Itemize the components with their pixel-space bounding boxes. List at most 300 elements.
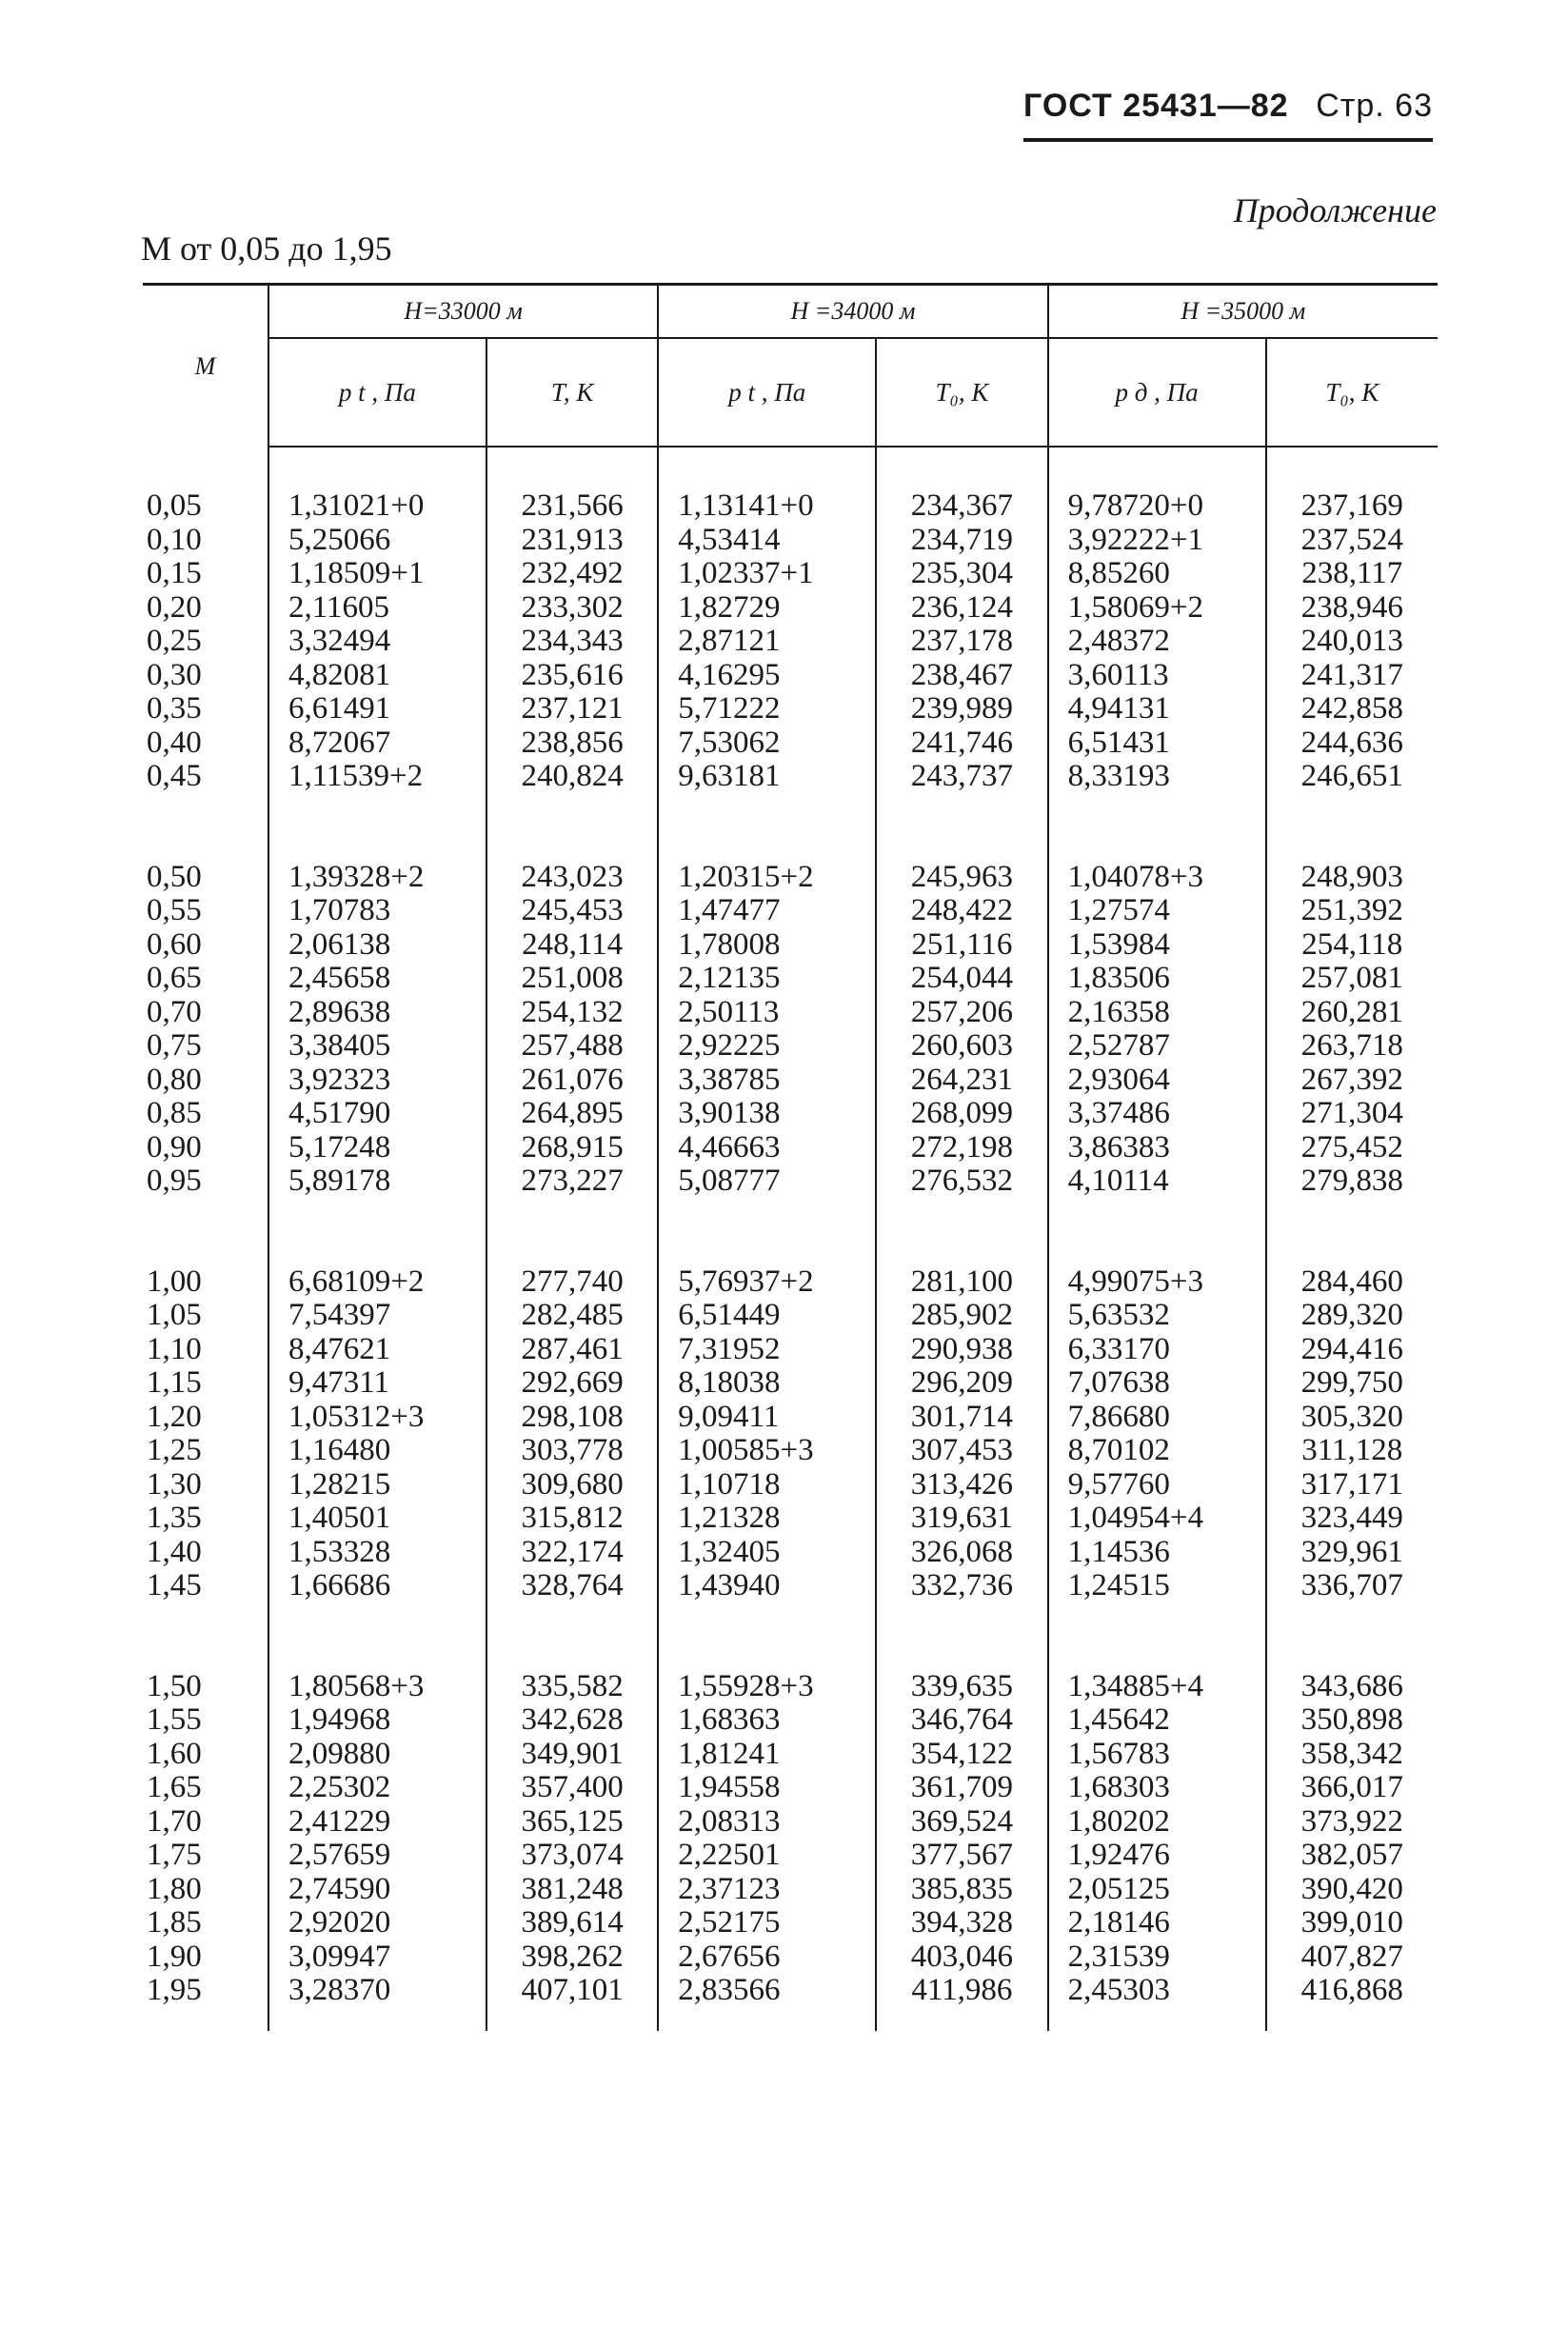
table-row <box>143 591 1438 626</box>
temperature-cell-33000: 373,074 <box>486 1839 658 1873</box>
temperature-cell-35000: 271,304 <box>1266 1097 1438 1131</box>
temperature-cell-35000: 244,636 <box>1266 726 1438 761</box>
table-row <box>143 1502 1438 1536</box>
pressure-cell-34000: 1,68363 <box>658 1703 876 1738</box>
temperature-cell-33000: 238,856 <box>486 726 658 761</box>
mach-cell: 1,25 <box>147 1433 202 1467</box>
spacer-cell <box>143 447 268 489</box>
pressure-cell-35000: 1,27574 <box>1048 894 1266 928</box>
pressure-cell-35000: 1,04954+4 <box>1048 1502 1266 1536</box>
pressure-cell-35000: 2,16358 <box>1048 996 1266 1030</box>
pressure-cell-34000: 4,16295 <box>658 659 876 693</box>
pressure-cell-34000: 2,08313 <box>658 1805 876 1840</box>
pressure-cell-35000: 7,86680 <box>1048 1401 1266 1435</box>
temperature-cell-35000: 275,452 <box>1266 1131 1438 1165</box>
pressure-cell-33000: 3,32494 <box>268 625 486 659</box>
temperature-cell-34000: 241,746 <box>876 726 1047 761</box>
pressure-cell-33000: 1,11539+2 <box>268 760 486 794</box>
pressure-cell-33000: 3,28370 <box>268 1974 486 2008</box>
spacer-cell <box>486 1199 658 1265</box>
temperature-cell-33000: 231,566 <box>486 489 658 524</box>
mach-cell: 1,10 <box>147 1331 202 1366</box>
mach-cell: 1,95 <box>147 1973 202 2007</box>
temperature-cell-34000: 257,206 <box>876 996 1047 1030</box>
pressure-cell-35000: 4,99075+3 <box>1048 1265 1266 1300</box>
temperature-cell-33000: 248,114 <box>486 928 658 963</box>
pressure-cell-34000: 1,02337+1 <box>658 557 876 591</box>
table-body <box>143 447 1438 2031</box>
pressure-cell-35000: 1,80202 <box>1048 1805 1266 1840</box>
table-row <box>143 1771 1438 1805</box>
mach-cell: 1,75 <box>147 1838 202 1872</box>
mach-cell: 1,30 <box>147 1466 202 1502</box>
temperature-cell-33000: 261,076 <box>486 1064 658 1098</box>
table-row <box>143 1265 1438 1300</box>
spacer-cell <box>268 1603 486 1670</box>
temperature-cell-33000: 398,262 <box>486 1940 658 1975</box>
temperature-cell-33000: 298,108 <box>486 1401 658 1435</box>
temperature-cell-35000: 246,651 <box>1266 760 1438 794</box>
spacer-cell <box>1048 447 1266 489</box>
spacer-cell <box>876 1603 1047 1670</box>
temperature-cell-34000: 254,044 <box>876 962 1047 996</box>
pressure-cell-33000: 1,80568+3 <box>268 1670 486 1704</box>
table-row <box>143 760 1438 794</box>
pressure-cell-34000: 1,32405 <box>658 1536 876 1570</box>
temperature-cell-34000: 296,209 <box>876 1366 1047 1401</box>
temperature-cell-34000: 361,709 <box>876 1771 1047 1805</box>
pressure-cell-34000: 9,63181 <box>658 760 876 794</box>
temperature-cell-35000: 241,317 <box>1266 659 1438 693</box>
temperature-cell-34000: 326,068 <box>876 1536 1047 1570</box>
temperature-cell-33000: 292,669 <box>486 1366 658 1401</box>
pressure-cell-33000: 1,94968 <box>268 1703 486 1738</box>
pressure-cell-33000: 2,09880 <box>268 1738 486 1772</box>
pressure-cell-34000: 4,53414 <box>658 524 876 558</box>
spacer-cell <box>658 1199 876 1265</box>
table-row <box>143 1670 1438 1704</box>
data-table-wrapper <box>143 283 1438 2031</box>
spacer-cell <box>1266 1603 1438 1670</box>
temperature-cell-33000: 328,764 <box>486 1569 658 1603</box>
temperature-cell-35000: 294,416 <box>1266 1333 1438 1367</box>
temperature-cell-35000: 350,898 <box>1266 1703 1438 1738</box>
table-row <box>143 625 1438 659</box>
pressure-cell-34000: 2,83566 <box>658 1974 876 2008</box>
mach-cell: 1,40 <box>147 1534 202 1569</box>
pressure-cell-33000: 1,39328+2 <box>268 861 486 895</box>
mach-column-header: М <box>194 351 216 380</box>
temperature-cell-33000: 349,901 <box>486 1738 658 1772</box>
pressure-cell-35000: 1,14536 <box>1048 1536 1266 1570</box>
pressure-cell-35000: 2,45303 <box>1048 1974 1266 2008</box>
pressure-cell-33000: 6,68109+2 <box>268 1265 486 1300</box>
temperature-cell-35000: 238,117 <box>1266 557 1438 591</box>
temperature-cell-35000: 238,946 <box>1266 591 1438 626</box>
pressure-cell-33000: 2,11605 <box>268 591 486 626</box>
pressure-cell-34000: 5,08777 <box>658 1164 876 1199</box>
table-row <box>143 557 1438 591</box>
spacer-cell <box>876 1199 1047 1265</box>
pressure-cell-33000: 2,45658 <box>268 962 486 996</box>
spacer-row <box>143 1603 1438 1670</box>
pressure-cell-33000: 8,47621 <box>268 1333 486 1367</box>
temperature-cell-35000: 237,169 <box>1266 489 1438 524</box>
pressure-cell-35000: 1,04078+3 <box>1048 861 1266 895</box>
page-number: Стр. 63 <box>1316 88 1433 124</box>
spacer-cell <box>1048 2008 1266 2031</box>
table-row <box>143 1738 1438 1772</box>
pressure-cell-35000: 1,45642 <box>1048 1703 1266 1738</box>
table-row <box>143 1569 1438 1603</box>
temperature-cell-33000: 264,895 <box>486 1097 658 1131</box>
spacer-cell <box>486 1603 658 1670</box>
pressure-cell-33000: 6,61491 <box>268 692 486 726</box>
temperature-cell-35000: 366,017 <box>1266 1771 1438 1805</box>
temperature-cell-35000: 343,686 <box>1266 1670 1438 1704</box>
temperature-cell-34000: 235,304 <box>876 557 1047 591</box>
temperature-cell-33000: 277,740 <box>486 1265 658 1300</box>
spacer-cell <box>268 1199 486 1265</box>
mach-cell: 0,95 <box>147 1164 202 1198</box>
pressure-cell-35000: 2,18146 <box>1048 1906 1266 1940</box>
spacer-row <box>143 794 1438 861</box>
pressure-cell-33000: 1,66686 <box>268 1569 486 1603</box>
spacer-cell <box>143 1603 268 1670</box>
temperature-cell-35000: 336,707 <box>1266 1569 1438 1603</box>
temperature-cell-34000: 251,116 <box>876 928 1047 963</box>
temperature-cell-34000: 245,963 <box>876 861 1047 895</box>
temperature-cell-34000: 260,603 <box>876 1029 1047 1064</box>
pressure-cell-33000: 2,74590 <box>268 1873 486 1907</box>
temperature-cell-35000: 254,118 <box>1266 928 1438 963</box>
spacer-cell <box>1048 1199 1266 1265</box>
pressure-cell-35000: 6,33170 <box>1048 1333 1266 1367</box>
spacer-cell <box>876 2008 1047 2031</box>
table-row <box>143 1536 1438 1570</box>
mach-cell: 1,85 <box>147 1905 202 1940</box>
pressure-cell-34000: 2,67656 <box>658 1940 876 1975</box>
mach-cell: 0,35 <box>147 691 202 726</box>
table-row <box>143 1097 1438 1131</box>
pressure-cell-34000: 6,51449 <box>658 1299 876 1333</box>
temperature-cell-33000: 251,008 <box>486 962 658 996</box>
temperature-cell-35000: 323,449 <box>1266 1502 1438 1536</box>
temperature-cell-34000: 264,231 <box>876 1064 1047 1098</box>
temperature-cell-33000: 254,132 <box>486 996 658 1030</box>
pressure-cell-33000: 1,40501 <box>268 1502 486 1536</box>
mach-cell: 1,15 <box>147 1365 202 1400</box>
table-row <box>143 1333 1438 1367</box>
mach-cell: 1,70 <box>147 1803 202 1839</box>
table-row <box>143 1839 1438 1873</box>
table-row <box>143 861 1438 895</box>
table-row <box>143 692 1438 726</box>
temperature-cell-35000: 251,392 <box>1266 894 1438 928</box>
temperature-cell-34000: 354,122 <box>876 1738 1047 1772</box>
pressure-cell-33000: 1,70783 <box>268 894 486 928</box>
temperature-cell-33000: 243,023 <box>486 861 658 895</box>
table-row <box>143 1401 1438 1435</box>
temperature-cell-34000: 276,532 <box>876 1164 1047 1199</box>
temperature-cell-34000: 268,099 <box>876 1097 1047 1131</box>
temperature-header-1: T, К <box>486 338 658 447</box>
table-row <box>143 1468 1438 1502</box>
temperature-header-2: T₀, К <box>876 338 1047 447</box>
pressure-cell-35000: 8,70102 <box>1048 1434 1266 1468</box>
temperature-cell-34000: 234,367 <box>876 489 1047 524</box>
spacer-cell <box>143 794 268 861</box>
table-row <box>143 524 1438 558</box>
pressure-cell-33000: 3,92323 <box>268 1064 486 1098</box>
pressure-cell-34000: 1,00585+3 <box>658 1434 876 1468</box>
temperature-cell-33000: 245,453 <box>486 894 658 928</box>
pressure-cell-35000: 1,68303 <box>1048 1771 1266 1805</box>
mach-cell: 0,15 <box>147 556 202 590</box>
temperature-cell-33000: 322,174 <box>486 1536 658 1570</box>
temperature-cell-34000: 290,938 <box>876 1333 1047 1367</box>
pressure-cell-33000: 4,51790 <box>268 1097 486 1131</box>
temperature-cell-34000: 394,328 <box>876 1906 1047 1940</box>
pressure-cell-34000: 1,47477 <box>658 894 876 928</box>
temperature-cell-35000: 416,868 <box>1266 1974 1438 2008</box>
spacer-cell <box>1266 447 1438 489</box>
pressure-cell-34000: 2,12135 <box>658 962 876 996</box>
pressure-cell-33000: 1,31021+0 <box>268 489 486 524</box>
pressure-cell-35000: 3,86383 <box>1048 1131 1266 1165</box>
mach-cell: 1,50 <box>147 1668 202 1703</box>
spacer-cell <box>658 1603 876 1670</box>
pressure-cell-34000: 2,37123 <box>658 1873 876 1907</box>
pressure-cell-35000: 1,56783 <box>1048 1738 1266 1772</box>
temperature-cell-35000: 279,838 <box>1266 1164 1438 1199</box>
temperature-cell-34000: 411,986 <box>876 1974 1047 2008</box>
pressure-cell-35000: 3,37486 <box>1048 1097 1266 1131</box>
temperature-cell-33000: 237,121 <box>486 692 658 726</box>
pressure-cell-35000: 9,57760 <box>1048 1468 1266 1502</box>
mach-cell: 1,60 <box>147 1736 202 1771</box>
temperature-cell-35000: 373,922 <box>1266 1805 1438 1840</box>
temperature-cell-33000: 335,582 <box>486 1670 658 1704</box>
temperature-cell-33000: 357,400 <box>486 1771 658 1805</box>
spacer-cell <box>486 794 658 861</box>
temperature-cell-33000: 282,485 <box>486 1299 658 1333</box>
pressure-cell-33000: 3,09947 <box>268 1940 486 1975</box>
table-row <box>143 1805 1438 1840</box>
pressure-cell-35000: 8,33193 <box>1048 760 1266 794</box>
table-row <box>143 1164 1438 1199</box>
spacer-cell <box>143 1199 268 1265</box>
temperature-cell-34000: 385,835 <box>876 1873 1047 1907</box>
temperature-cell-35000: 240,013 <box>1266 625 1438 659</box>
pressure-cell-33000: 2,92020 <box>268 1906 486 1940</box>
temperature-cell-35000: 329,961 <box>1266 1536 1438 1570</box>
pressure-cell-33000: 2,25302 <box>268 1771 486 1805</box>
temperature-cell-33000: 342,628 <box>486 1703 658 1738</box>
mach-cell: 1,05 <box>147 1298 202 1332</box>
table-row <box>143 1299 1438 1333</box>
spacer-cell <box>486 447 658 489</box>
pressure-cell-34000: 1,81241 <box>658 1738 876 1772</box>
pressure-cell-34000: 2,92225 <box>658 1029 876 1064</box>
spacer-row <box>143 1199 1438 1265</box>
mach-cell: 1,65 <box>147 1770 202 1804</box>
temperature-cell-35000: 311,128 <box>1266 1434 1438 1468</box>
pressure-cell-34000: 1,94558 <box>658 1771 876 1805</box>
spacer-row <box>143 447 1438 489</box>
spacer-cell <box>1266 794 1438 861</box>
temperature-cell-34000: 236,124 <box>876 591 1047 626</box>
mach-cell: 1,55 <box>147 1702 202 1737</box>
temperature-cell-33000: 389,614 <box>486 1906 658 1940</box>
table-row <box>143 1906 1438 1940</box>
page-header <box>1023 88 1433 142</box>
pressure-cell-33000: 9,47311 <box>268 1366 486 1401</box>
temperature-cell-35000: 317,171 <box>1266 1468 1438 1502</box>
spacer-cell <box>1266 2008 1438 2031</box>
table-row <box>143 489 1438 524</box>
pressure-cell-33000: 7,54397 <box>268 1299 486 1333</box>
temperature-cell-34000: 403,046 <box>876 1940 1047 1975</box>
mach-cell: 1,20 <box>147 1399 202 1434</box>
table-row <box>143 726 1438 761</box>
pressure-header-1: p t , Па <box>268 338 486 447</box>
pressure-cell-35000: 2,52787 <box>1048 1029 1266 1064</box>
pressure-cell-33000: 1,53328 <box>268 1536 486 1570</box>
pressure-cell-34000: 5,76937+2 <box>658 1265 876 1300</box>
pressure-cell-35000: 3,92222+1 <box>1048 524 1266 558</box>
altitude-group-header-1: H=33000 м <box>268 286 658 338</box>
spacer-cell <box>268 2008 486 2031</box>
table-row <box>143 962 1438 996</box>
pressure-header-2: p t , Па <box>658 338 876 447</box>
spacer-cell <box>1048 1603 1266 1670</box>
table-row <box>143 996 1438 1030</box>
pressure-cell-35000: 4,10114 <box>1048 1164 1266 1199</box>
table-row <box>143 894 1438 928</box>
pressure-cell-33000: 8,72067 <box>268 726 486 761</box>
pressure-cell-35000: 6,51431 <box>1048 726 1266 761</box>
temperature-cell-33000: 407,101 <box>486 1974 658 2008</box>
temperature-cell-34000: 285,902 <box>876 1299 1047 1333</box>
pressure-cell-33000: 2,57659 <box>268 1839 486 1873</box>
temperature-cell-33000: 315,812 <box>486 1502 658 1536</box>
mach-cell: 0,10 <box>147 522 202 557</box>
altitude-group-header-3: H =35000 м <box>1048 286 1438 338</box>
pressure-cell-33000: 4,82081 <box>268 659 486 693</box>
pressure-cell-35000: 1,53984 <box>1048 928 1266 963</box>
pressure-cell-33000: 3,38405 <box>268 1029 486 1064</box>
temperature-cell-33000: 381,248 <box>486 1873 658 1907</box>
temperature-header-3: T₀, К <box>1266 338 1438 447</box>
spacer-cell <box>486 2008 658 2031</box>
altitude-group-header-2: H =34000 м <box>658 286 1047 338</box>
pressure-cell-33000: 5,89178 <box>268 1164 486 1199</box>
temperature-cell-35000: 390,420 <box>1266 1873 1438 1907</box>
temperature-cell-34000: 346,764 <box>876 1703 1047 1738</box>
mach-cell: 0,55 <box>147 893 202 927</box>
pressure-cell-34000: 7,31952 <box>658 1333 876 1367</box>
pressure-cell-35000: 2,93064 <box>1048 1064 1266 1098</box>
mach-cell: 0,50 <box>147 859 202 894</box>
temperature-cell-34000: 301,714 <box>876 1401 1047 1435</box>
pressure-cell-34000: 1,20315+2 <box>658 861 876 895</box>
pressure-cell-35000: 1,83506 <box>1048 962 1266 996</box>
mach-cell: 0,70 <box>147 994 202 1029</box>
table-row <box>143 1064 1438 1098</box>
temperature-cell-34000: 307,453 <box>876 1434 1047 1468</box>
temperature-cell-34000: 234,719 <box>876 524 1047 558</box>
pressure-cell-34000: 2,22501 <box>658 1839 876 1873</box>
temperature-cell-34000: 313,426 <box>876 1468 1047 1502</box>
pressure-cell-35000: 8,85260 <box>1048 557 1266 591</box>
mach-cell: 1,90 <box>147 1939 202 1974</box>
pressure-header-3: p д , Па <box>1048 338 1266 447</box>
mach-cell: 1,00 <box>147 1264 202 1299</box>
pressure-cell-33000: 2,06138 <box>268 928 486 963</box>
pressure-cell-34000: 2,52175 <box>658 1906 876 1940</box>
temperature-cell-33000: 303,778 <box>486 1434 658 1468</box>
spacer-cell <box>268 794 486 861</box>
pressure-cell-35000: 7,07638 <box>1048 1366 1266 1401</box>
temperature-cell-35000: 263,718 <box>1266 1029 1438 1064</box>
pressure-cell-33000: 1,05312+3 <box>268 1401 486 1435</box>
pressure-cell-33000: 2,89638 <box>268 996 486 1030</box>
range-title: М от 0,05 до 1,95 <box>141 229 392 268</box>
pressure-cell-34000: 2,50113 <box>658 996 876 1030</box>
pressure-cell-34000: 1,10718 <box>658 1468 876 1502</box>
temperature-cell-35000: 257,081 <box>1266 962 1438 996</box>
table-row <box>143 1974 1438 2008</box>
temperature-cell-33000: 232,492 <box>486 557 658 591</box>
mach-cell: 0,80 <box>147 1062 202 1097</box>
spacer-cell <box>658 2008 876 2031</box>
mach-cell: 0,90 <box>147 1129 202 1164</box>
temperature-cell-33000: 235,616 <box>486 659 658 693</box>
table-row <box>143 1029 1438 1064</box>
spacer-cell <box>876 447 1047 489</box>
temperature-cell-33000: 268,915 <box>486 1131 658 1165</box>
mach-cell: 0,45 <box>147 759 202 793</box>
temperature-cell-35000: 248,903 <box>1266 861 1438 895</box>
mach-cell: 1,80 <box>147 1871 202 1906</box>
temperature-cell-33000: 309,680 <box>486 1468 658 1502</box>
pressure-cell-33000: 1,16480 <box>268 1434 486 1468</box>
temperature-cell-33000: 233,302 <box>486 591 658 626</box>
pressure-cell-34000: 2,87121 <box>658 625 876 659</box>
pressure-cell-33000: 5,25066 <box>268 524 486 558</box>
table-row <box>143 1131 1438 1165</box>
temperature-cell-35000: 407,827 <box>1266 1940 1438 1975</box>
temperature-cell-33000: 234,343 <box>486 625 658 659</box>
table-row <box>143 659 1438 693</box>
pressure-cell-34000: 3,38785 <box>658 1064 876 1098</box>
mach-cell: 0,65 <box>147 961 202 995</box>
continuation-label: Продолжение <box>1233 191 1437 229</box>
temperature-cell-35000: 382,057 <box>1266 1839 1438 1873</box>
temperature-cell-34000: 243,737 <box>876 760 1047 794</box>
temperature-cell-33000: 257,488 <box>486 1029 658 1064</box>
temperature-cell-33000: 240,824 <box>486 760 658 794</box>
temperature-cell-35000: 260,281 <box>1266 996 1438 1030</box>
pressure-cell-34000: 1,43940 <box>658 1569 876 1603</box>
pressure-cell-35000: 9,78720+0 <box>1048 489 1266 524</box>
pressure-cell-34000: 8,18038 <box>658 1366 876 1401</box>
temperature-cell-35000: 267,392 <box>1266 1064 1438 1098</box>
temperature-cell-34000: 239,989 <box>876 692 1047 726</box>
temperature-cell-35000: 358,342 <box>1266 1738 1438 1772</box>
pressure-cell-35000: 2,05125 <box>1048 1873 1266 1907</box>
